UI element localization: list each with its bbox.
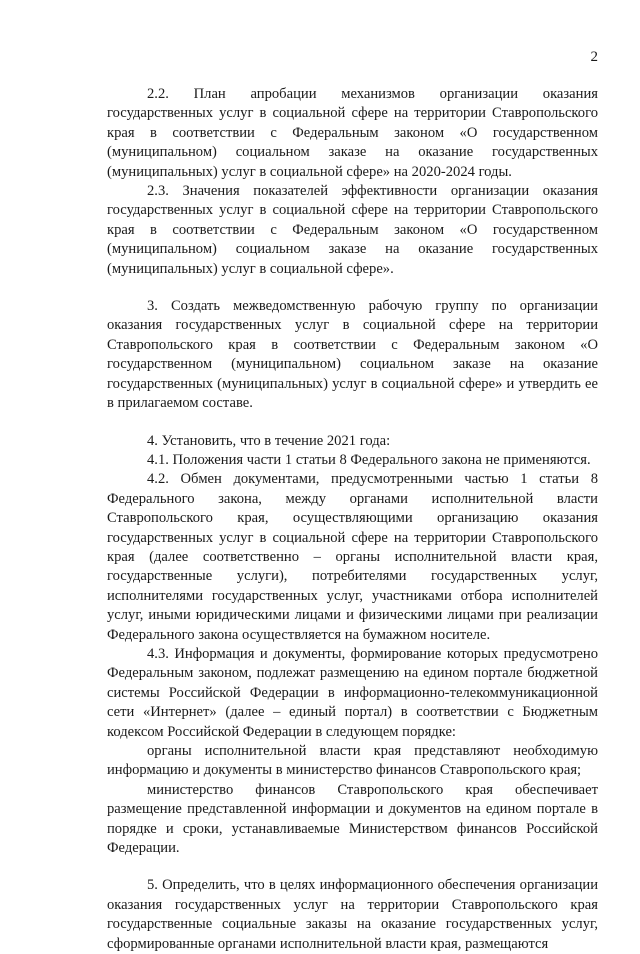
paragraph-4-1: 4.1. Положения части 1 статьи 8 Федерального закона не применяются. <box>147 451 591 468</box>
paragraph-2-2: 2.2. План апробации механизмов организации оказания государственных услуг в социальной сфере на территории Ставропольского края в соответствии с Федеральным законом «О государственном (муниципальном) социальном заказе на оказание государственных (муниципальных) услуг в социальной сфере» на 2020-2024 годы. <box>107 86 598 180</box>
paragraph-4-3-item-1: органы исполнительной власти края представляют необходимую информацию и документы в министерство финансов Ставропольского края; <box>107 743 598 779</box>
paragraph-4-3: 4.3. Информация и документы, формирование которых предусмотрено Федеральным законом, подлежат размещению на едином портале бюджетной системы Российской Федерации в информационно-телекоммуникационной сети «Интернет» (далее – единый портал) в соответствии с Бюджетным кодексом Российской Федерации в следующем порядке: <box>107 645 598 740</box>
document-body <box>107 85 598 954</box>
paragraph-3: 3. Создать межведомственную рабочую группу по организации оказания государственных услуг в социальной сфере на территории Ставропольского края в соответствии с Федеральным законом «О государственном (муниципальном) социальном заказе на оказание государственных (муниципальных) услуг в социальной сфере» и утвердить ее в прилагаемом составе. <box>107 298 598 412</box>
paragraph-4-2: 4.2. Обмен документами, предусмотренными частью 1 статьи 8 Федерального закона, между органами исполнительной власти Ставропольского края, осуществляющими организацию оказания государственных услуг в социальной сфере на территории Ставропольского края (далее соответственно – органы исполнительной власти края, государственные услуги), потребителями государственных услуг, исполнителями государственных услуг, участниками отбора исполнителей услуг, иными юридическими лицами и физическими лицами при реализации Федерального закона осуществляется на бумажном носителе. <box>107 471 598 643</box>
page-number: 2 <box>590 49 598 65</box>
paragraph-2-3: 2.3. Значения показателей эффективности организации оказания государственных услуг в социальной сфере на территории Ставропольского края в соответствии с Федеральным законом «О государственном (муниципальном) социальном заказе на оказание государственных (муниципальных) услуг в социальной сфере». <box>107 183 598 277</box>
paragraph-gap <box>107 858 598 876</box>
paragraph-gap <box>107 279 598 297</box>
paragraph-gap <box>107 414 598 432</box>
paragraph-4-3-item-2: министерство финансов Ставропольского края обеспечивает размещение представленной информации и документов на едином портале в порядке и сроки, устанавливаемые Министерством финансов Российской Федерации. <box>107 781 598 857</box>
paragraph-4: 4. Установить, что в течение 2021 года: <box>147 432 391 449</box>
paragraph-5: 5. Определить, что в целях информационного обеспечения организации оказания государственных услуг на территории Ставропольского края государственные социальные заказы на оказание государственных услуг, сформированные органами исполнительной власти края, размещаются <box>107 877 598 952</box>
